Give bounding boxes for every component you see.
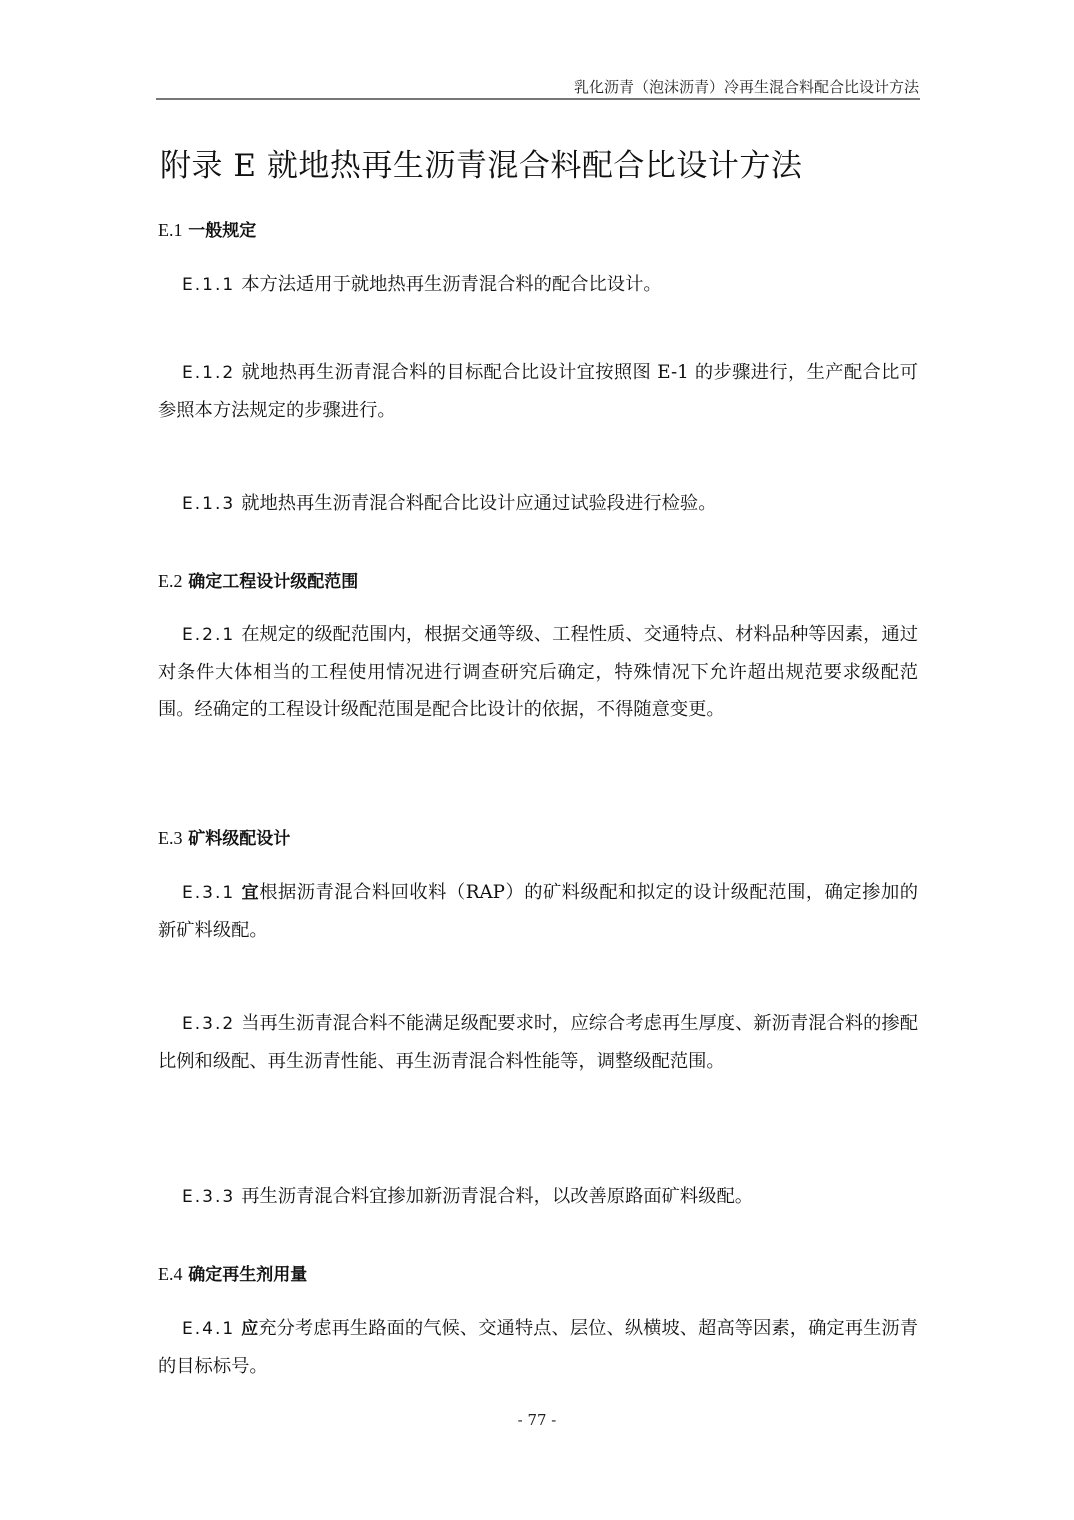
clause-text: 在规定的级配范围内，根据交通等级、工程性质、交通特点、材料品种等因素，通过对条件大体相当的工程使用情况进行调查研究后确定，特殊情况下允许超出规范要求级配范围。经确定的工程设计级配范围是配合比设计的依据，不得随意变更。 [158, 624, 918, 720]
section-title: 确定工程设计级配范围 [188, 572, 359, 592]
section-number: E.1 [158, 220, 183, 240]
clause-e4-1 [158, 1310, 918, 1385]
clause-text: 当再生沥青混合料不能满足级配要求时，应综合考虑再生厚度、新沥青混合料的掺配比例和级配、再生沥青性能、再生沥青混合料性能等，调整级配范围。 [158, 1013, 918, 1072]
section-heading-e3 [158, 824, 290, 849]
clause-number: E.4.1 [182, 1319, 236, 1339]
clause-e1-3 [158, 485, 918, 523]
clause-number: E.1.3 [182, 494, 236, 514]
clause-number: E.3.2 [182, 1014, 236, 1034]
clause-text: 根据沥青混合料回收料（RAP）的矿料级配和拟定的设计级配范围，确定掺加的新矿料级配。 [158, 882, 918, 941]
clause-lead-word: 宜 [241, 883, 260, 903]
clause-text: 就地热再生沥青混合料的目标配合比设计宜按照图 E-1 的步骤进行，生产配合比可参照本方法规定的步骤进行。 [158, 362, 918, 421]
section-number: E.3 [158, 828, 183, 848]
section-number: E.4 [158, 1264, 183, 1284]
clause-e3-3 [158, 1178, 918, 1216]
clause-number: E.3.1 [182, 883, 236, 903]
running-header: 乳化沥青（泡沫沥青）冷再生混合料配合比设计方法 [573, 78, 919, 96]
page-number: - 77 - [517, 1411, 557, 1429]
section-title: 矿料级配设计 [188, 829, 291, 849]
appendix-title: 附录 E 就地热再生沥青混合料配合比设计方法 [160, 148, 803, 184]
clause-text: 本方法适用于就地热再生沥青混合料的配合比设计。 [241, 274, 662, 295]
clause-e1-1 [158, 266, 918, 304]
clause-number: E.3.3 [182, 1187, 236, 1207]
section-title: 确定再生剂用量 [188, 1265, 308, 1285]
section-heading-e2 [158, 567, 358, 592]
section-title: 一般规定 [188, 221, 257, 241]
clause-e1-2 [158, 354, 918, 429]
clause-text: 再生沥青混合料宜掺加新沥青混合料，以改善原路面矿料级配。 [241, 1186, 754, 1207]
section-heading-e1 [158, 216, 256, 241]
clause-e2-1 [158, 616, 918, 728]
section-number: E.2 [158, 571, 183, 591]
header-rule [156, 98, 920, 100]
clause-text: 充分考虑再生路面的气候、交通特点、层位、纵横坡、超高等因素，确定再生沥青的目标标号。 [158, 1318, 919, 1377]
clause-e3-2 [158, 1005, 918, 1080]
clause-number: E.1.1 [182, 275, 236, 295]
clause-e3-1 [158, 874, 918, 949]
clause-text: 就地热再生沥青混合料配合比设计应通过试验段进行检验。 [241, 493, 717, 514]
clause-number: E.1.2 [182, 363, 236, 383]
clause-number: E.2.1 [182, 625, 236, 645]
section-heading-e4 [158, 1260, 307, 1285]
clause-lead-word: 应 [241, 1319, 259, 1339]
